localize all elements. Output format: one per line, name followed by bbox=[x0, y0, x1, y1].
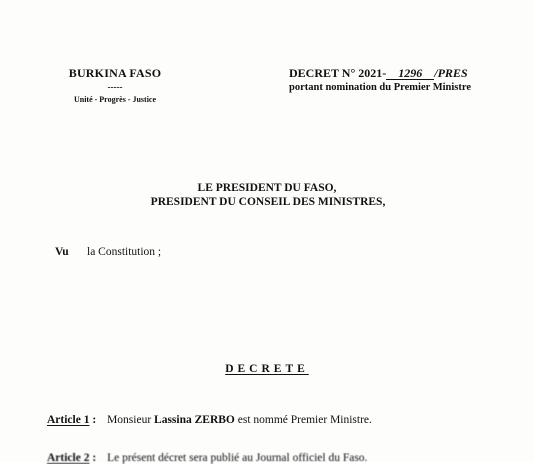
country-divider: ----- bbox=[107, 82, 123, 92]
article-1-text-before: Monsieur bbox=[107, 414, 155, 426]
article-1-appointee-name: Lassina ZERBO bbox=[154, 414, 235, 426]
decree-number-suffix: /PRES bbox=[434, 66, 468, 80]
visa-word: Vu bbox=[55, 246, 69, 258]
national-motto: Unité - Progrès - Justice bbox=[73, 95, 157, 104]
decree-number: 1296 bbox=[386, 68, 434, 80]
visa-text: la Constitution ; bbox=[87, 246, 162, 258]
article-2-text: Le présent décret sera publié au Journal officiel du Faso. bbox=[107, 452, 368, 464]
issuing-authority bbox=[0, 181, 534, 209]
country-name: BURKINA FASO bbox=[68, 66, 162, 80]
authority-line-2: PRESIDENT DU CONSEIL DES MINISTRES, bbox=[150, 196, 386, 208]
decree-number-line bbox=[289, 66, 529, 81]
decision-heading-text: DECRETE bbox=[225, 363, 309, 375]
decree-number-prefix: DECRET N° 2021- bbox=[289, 66, 387, 80]
article-1-colon: : bbox=[92, 414, 97, 426]
article-1 bbox=[47, 414, 372, 426]
article-2 bbox=[47, 452, 367, 464]
country-block bbox=[60, 66, 170, 104]
decree-reference-block bbox=[289, 66, 529, 93]
article-2-colon: : bbox=[92, 452, 97, 464]
visa-line bbox=[55, 246, 161, 258]
decree-subject: portant nomination du Premier Ministre bbox=[289, 82, 471, 93]
authority-line-1: LE PRESIDENT DU FASO, bbox=[197, 182, 337, 194]
article-2-label: Article 2 bbox=[47, 452, 90, 464]
article-1-label: Article 1 bbox=[47, 414, 90, 426]
decision-heading bbox=[0, 359, 534, 377]
article-1-text-after: est nommé Premier Ministre. bbox=[234, 414, 372, 426]
